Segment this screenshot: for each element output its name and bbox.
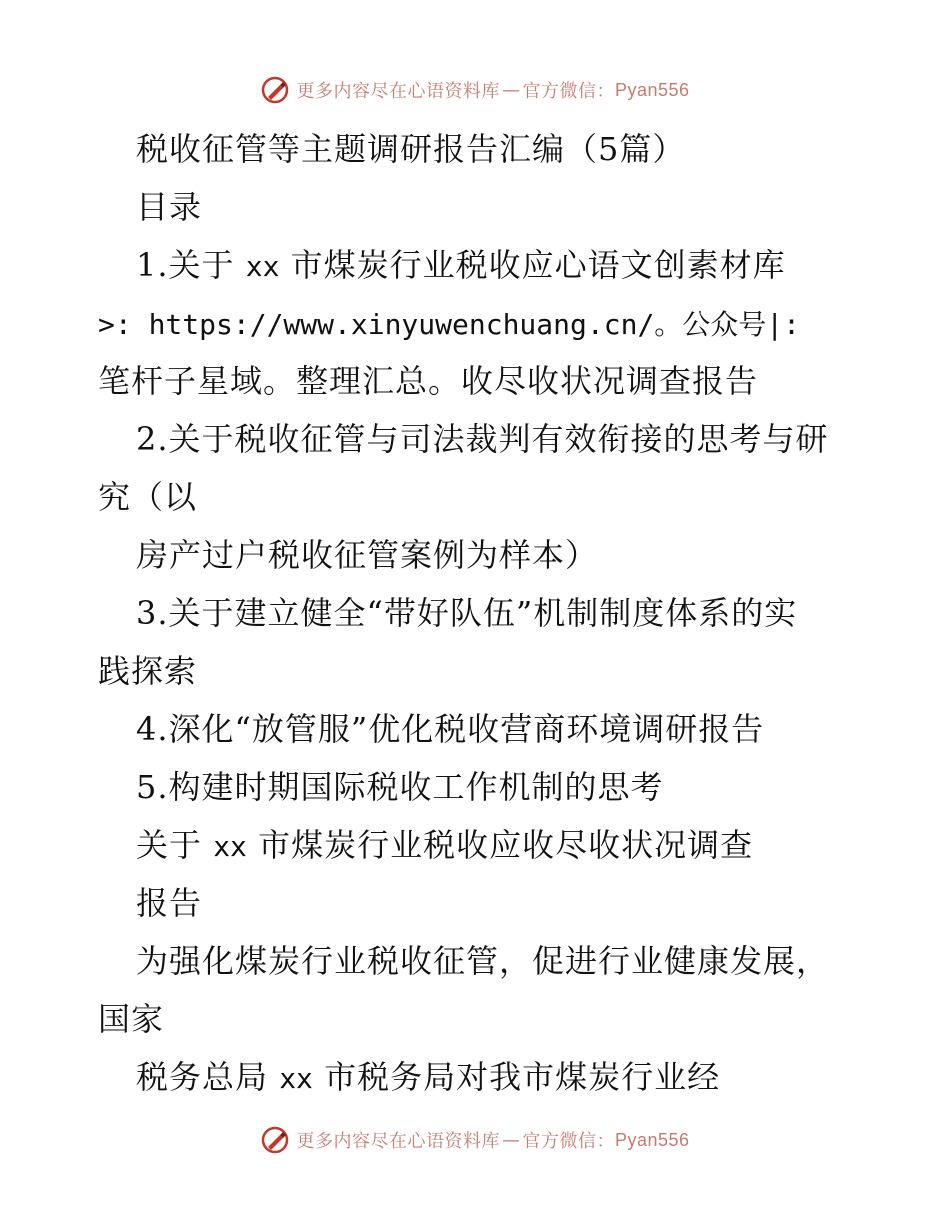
watermark-wechat-label: 官方微信：: [522, 1131, 615, 1152]
document-body: [98, 120, 858, 1106]
section-title-prefix: 关于: [136, 826, 214, 864]
toc-item-4: 4.深化“放管服”优化税收营商环境调研报告: [136, 710, 765, 748]
section-title-continued: 报告: [136, 884, 203, 922]
body-paragraph-line-2: 国家: [98, 1000, 165, 1038]
body-paragraph-line-1: 为强化煤炭行业税收征管，促进行业健康发展，: [136, 942, 830, 980]
toc-item-2-subtitle: 房产过户税收征管案例为样本）: [136, 536, 599, 574]
toc-item-5: 5.构建时期国际税收工作机制的思考: [136, 768, 664, 806]
toc-item-1-continued: 笔杆子星域。整理汇总。收尽收状况调查报告: [98, 362, 759, 400]
watermark-dash: —: [501, 79, 521, 101]
watermark-text: 更多内容尽在心语资料库: [296, 1131, 500, 1152]
toc-item-1: [98, 236, 858, 294]
watermark-wechat-id: Pyan556: [614, 1129, 690, 1150]
toc-item-2-continued: 究（以: [98, 478, 198, 516]
toc-item-2: 2.关于税收征管与司法裁判有效衔接的思考与研: [136, 420, 829, 458]
toc-item-1-xx: xx: [245, 250, 280, 283]
toc-item-1-url-line: [98, 294, 858, 352]
toc-item-1-rest: 市煤炭行业税收应心语文创素材库: [279, 246, 786, 284]
section-title-xx: xx: [213, 830, 247, 863]
toc-item-1-prefix: 1.关于: [136, 246, 246, 284]
body-line-3-rest: 市税务局对我市煤炭行业经: [312, 1058, 721, 1096]
body-paragraph-line-3: [98, 1048, 858, 1106]
toc-item-3-continued: 践探索: [98, 652, 198, 690]
body-line-3-prefix: 税务总局: [136, 1058, 280, 1096]
toc-heading: 目录: [136, 188, 203, 226]
section-title-rest: 市煤炭行业税收应收尽收状况调查: [246, 826, 754, 864]
pen-logo-icon: [260, 1125, 290, 1155]
watermark-wechat-label: 官方微信：: [522, 81, 615, 102]
toc-item-1-url: >: https://www.xinyuwenchuang.cn/。公众号|:: [98, 308, 801, 341]
watermark-wechat-id: Pyan556: [614, 79, 690, 100]
watermark-text: 更多内容尽在心语资料库: [296, 81, 500, 102]
footer-watermark: [0, 1122, 950, 1158]
toc-item-3: 3.关于建立健全“带好队伍”机制制度体系的实: [136, 594, 798, 632]
pen-logo-icon: [260, 75, 290, 105]
body-line-3-xx: xx: [279, 1062, 313, 1095]
section-title: [98, 816, 858, 874]
watermark-dash: —: [501, 1129, 521, 1151]
document-title: 税收征管等主题调研报告汇编（5篇）: [136, 130, 686, 168]
header-watermark: [0, 72, 950, 108]
